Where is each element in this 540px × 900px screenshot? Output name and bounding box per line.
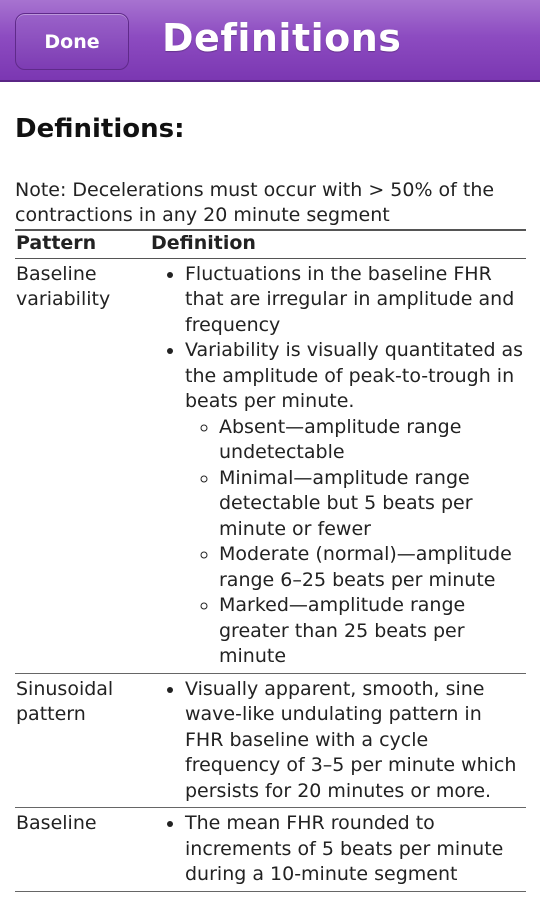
pattern-cell: Sinusoidal pattern <box>15 673 151 808</box>
table-row <box>15 673 526 808</box>
column-header-pattern: Pattern <box>15 230 151 258</box>
done-button[interactable]: Done <box>15 13 129 70</box>
sub-bullet-list <box>185 415 526 670</box>
table-row <box>15 808 526 892</box>
bullet-list <box>151 677 526 805</box>
list-item: • Fluctuations in the baseline FHR that are irregular in amplitude and frequency <box>185 262 526 339</box>
sub-list-item: ◦ Marked—amplitude range greater than 25 beats per minute <box>219 593 526 670</box>
list-item: • Visually apparent, smooth, sine wave-like undulating pattern in FHR baseline with a cycle frequency of 3–5 per minute which persists for 20 minutes or more. <box>185 677 526 805</box>
screen-title: Definitions <box>162 16 402 60</box>
definition-cell <box>151 808 526 892</box>
sub-list-item: ◦ Absent—amplitude range undetectable <box>219 415 526 466</box>
definition-cell <box>151 673 526 808</box>
list-item: • The mean FHR rounded to increments of 5 beats per minute during a 10-minute segment <box>185 811 526 888</box>
sub-list-item: ◦ Moderate (normal)—amplitude range 6–25 beats per minute <box>219 542 526 593</box>
sub-list-item: ◦ Minimal—amplitude range detectable but 5 beats per minute or fewer <box>219 466 526 543</box>
title-bar <box>0 0 540 82</box>
pattern-cell: Baseline <box>15 808 151 892</box>
definitions-table <box>15 229 526 892</box>
column-header-definition: Definition <box>151 230 526 258</box>
table-header-row <box>15 230 526 258</box>
list-item-text: Variability is visually quantitated as the amplitude of peak-to-trough in beats per minute. <box>185 339 524 412</box>
page-heading: Definitions: <box>15 114 185 144</box>
table-row <box>15 258 526 673</box>
pattern-cell: Baseline variability <box>15 258 151 673</box>
bullet-list <box>151 262 526 670</box>
deceleration-note: Note: Decelerations must occur with > 50% of the contractions in any 20 minute segment <box>15 179 495 226</box>
content-area <box>0 114 540 892</box>
list-item <box>185 338 526 670</box>
definition-cell <box>151 258 526 673</box>
bullet-list <box>151 811 526 888</box>
